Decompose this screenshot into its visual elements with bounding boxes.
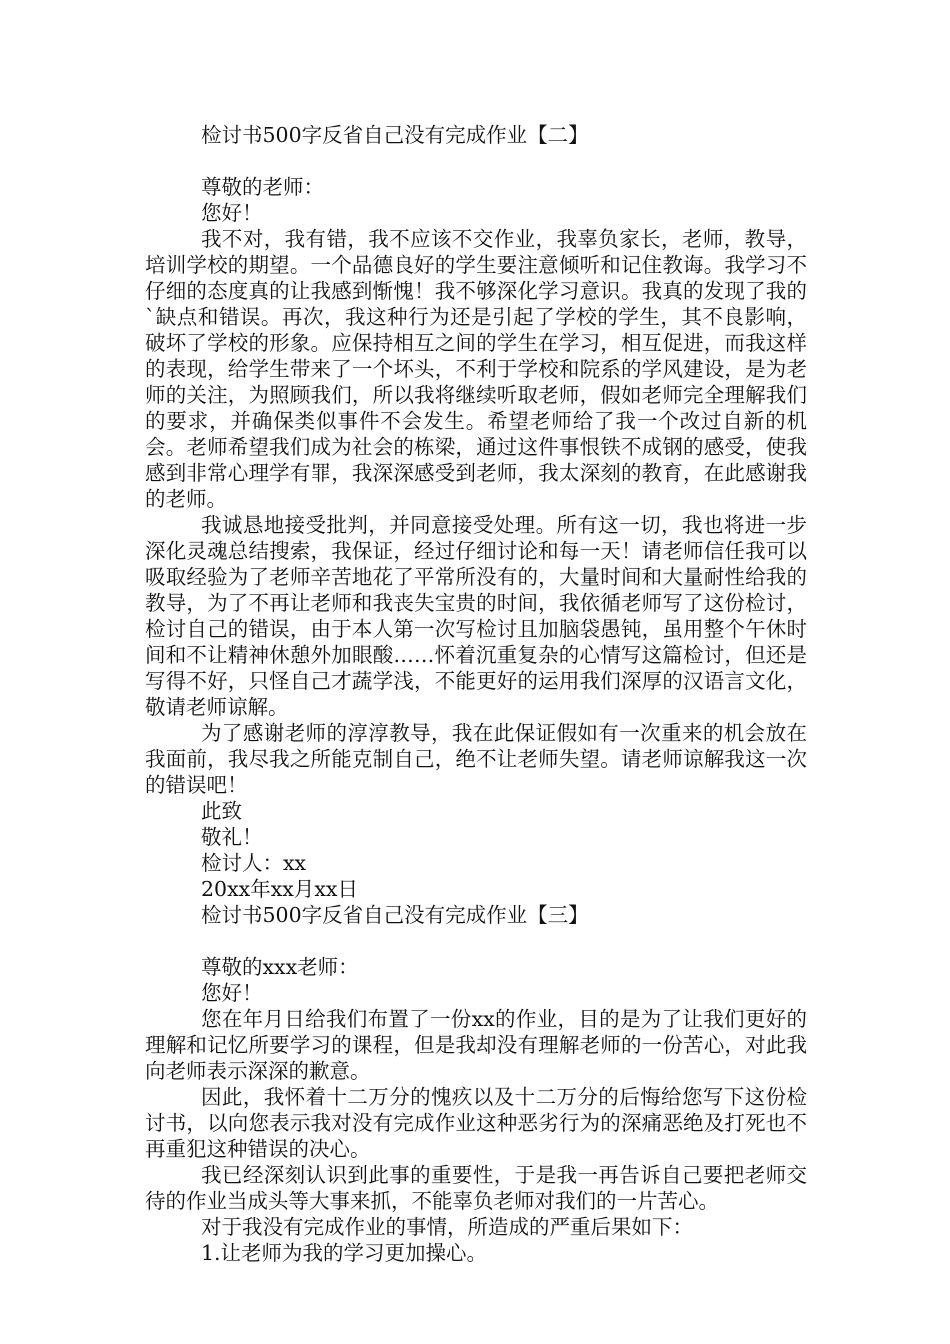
blank-line [145,928,807,954]
section-2-greeting: 您好！ [201,201,263,225]
section-3-paragraph: 1.让老师为我的学习更加操心。 [201,1241,488,1265]
section-2-paragraph: 为了感谢老师的淳淳教导，我在此保证假如有一次重来的机会放在我面前，我尽我之所能克制自己，绝不让老师失望。请老师谅解我这一次的错误吧！ [145,721,807,797]
closing-jing-li: 敬礼！ [201,825,263,849]
section-3-paragraph: 我已经深刻认识到此事的重要性，于是我一再告诉自己要把老师交待的作业当成头等大事来抓，不能辜负老师对我们的一片苦心。 [145,1163,807,1213]
section-3-salutation: 尊敬的xxx老师： [201,955,359,979]
section-2-paragraph: 我诚恳地接受批判，并同意接受处理。所有这一切，我也将进一步深化灵魂总结搜索，我保证，经过仔细讨论和每一天！请老师信任我可以吸取经验为了老师辛苦地花了平常所没有的，大量时间和大量耐性给我的教导，为了不再让老师和我丧失宝贵的时间，我依循老师写了这份检讨，检讨自己的错误，由于本人第一次写检讨且加脑袋愚钝，虽用整个午休时间和不让精神休憩外加眼酸……怀着沉重复杂的心情写这篇检讨，但还是写得不好，只怪自己才蔬学浅，不能更好的运用我们深厚的汉语言文化，敬请老师谅解。 [145,513,807,719]
document-body [145,122,807,1266]
blank-line [145,148,807,174]
section-3-greeting: 您好！ [201,981,263,1005]
section-2-salutation: 尊敬的老师： [201,175,324,199]
section-2-paragraph: 我不对，我有错，我不应该不交作业，我辜负家长，老师，教导，培训学校的期望。一个品德良好的学生要注意倾听和记住教诲。我学习不仔细的态度真的让我感到惭愧！我不够深化学习意识。我真的发现了我的`缺点和错误。再次，我这种行为还是引起了学校的学生，其不良影响，破坏了学校的形象。应保持相互之间的学生在学习，相互促进，而我这样的表现，给学生带来了一个坏头，不利于学校和院系的学风建设，是为老师的关注，为照顾我们，所以我将继续听取老师，假如老师完全理解我们的要求，并确保类似事件不会发生。希望老师给了我一个改过自新的机会。老师希望我们成为社会的栋梁，通过这件事恨铁不成钢的感受，使我感到非常心理学有罪，我深深感受到老师，我太深刻的教育，在此感谢我的老师。 [145,227,807,511]
closing-ci-zhi: 此致 [201,799,242,823]
section-3-title: 检讨书500字反省自己没有完成作业【三】 [201,903,589,927]
signature-date: 20xx年xx月xx日 [201,877,358,901]
section-3-paragraph: 您在年月日给我们布置了一份xx的作业，目的是为了让我们更好的理解和记忆所要学习的课程，但是我却没有理解老师的一份苦心，对此我向老师表示深深的歉意。 [145,1007,807,1083]
section-3-paragraph: 对于我没有完成作业的事情，所造成的严重后果如下： [201,1215,693,1239]
signer: 检讨人：xx [201,851,307,875]
section-2-title: 检讨书500字反省自己没有完成作业【二】 [201,123,589,147]
section-3-paragraph: 因此，我怀着十二万分的愧疚以及十二万分的后悔给您写下这份检讨书，以向您表示我对没有完成作业这种恶劣行为的深痛恶绝及打死也不再重犯这种错误的决心。 [145,1085,807,1161]
